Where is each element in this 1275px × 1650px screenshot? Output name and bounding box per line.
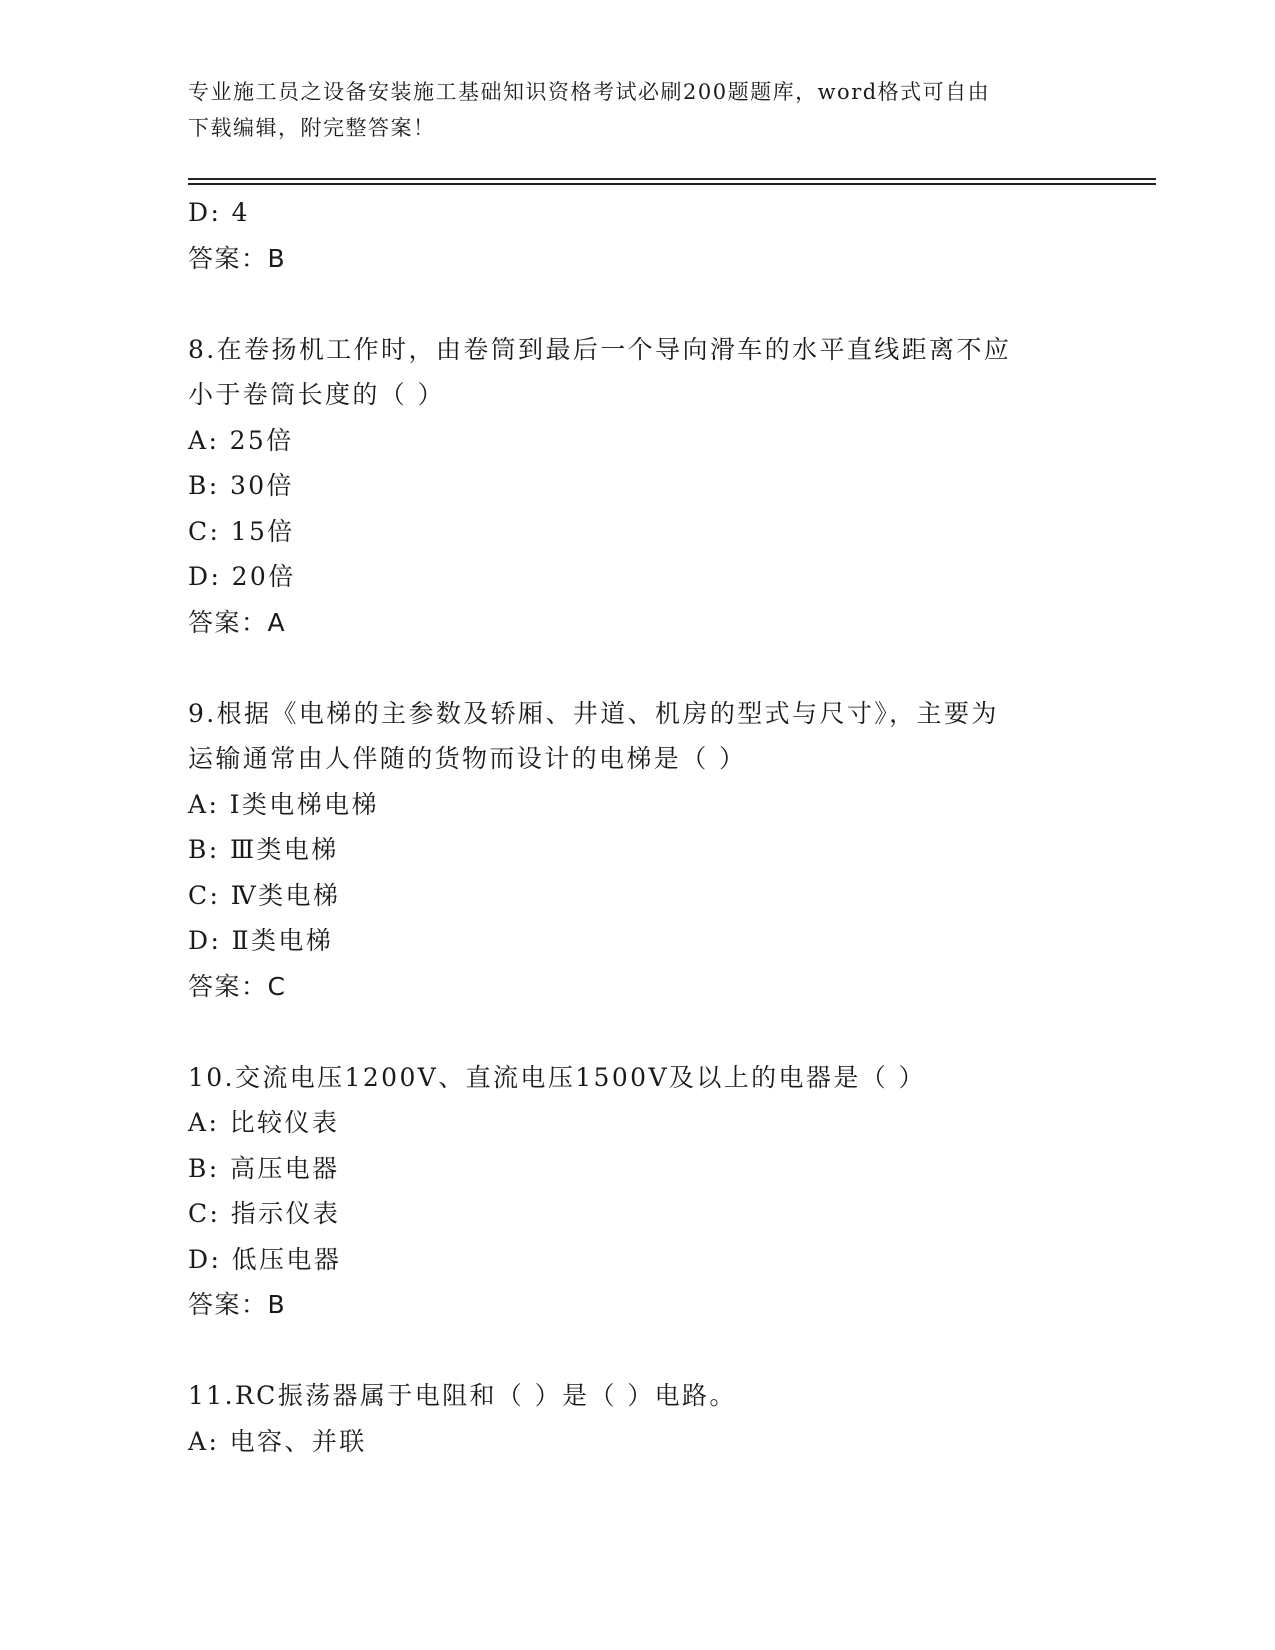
header-title-line-2: 下载编辑，附完整答案！: [188, 116, 436, 140]
question-8: [188, 327, 1068, 646]
question-stem-line: 运输通常由人伴随的货物而设计的电梯是（ ）: [188, 744, 747, 773]
question-11: [188, 1373, 1068, 1464]
option-b: B: 高压电器: [188, 1153, 340, 1183]
spacer: [188, 645, 1068, 691]
answer: 答案：A: [188, 607, 287, 637]
option-d: D: 4: [188, 198, 250, 227]
answer: 答案：C: [188, 971, 287, 1001]
question-stem-line: 11.RC振荡器属于电阻和（ ）是（ ）电路。: [188, 1381, 737, 1410]
option-b: B: 30倍: [188, 471, 294, 500]
option-c: C: 指示仪表: [188, 1199, 341, 1228]
option-d: D: 低压电器: [188, 1244, 342, 1274]
option-a: A: 电容、并联: [188, 1426, 367, 1456]
option-a: A: 比较仪表: [188, 1108, 340, 1137]
header-divider-top: [188, 178, 1156, 180]
question-stem-line: 8.在卷扬机工作时，由卷筒到最后一个导向滑车的水平直线距离不应: [188, 334, 1012, 364]
spacer: [188, 1009, 1068, 1055]
option-b: B: Ⅲ类电梯: [188, 835, 339, 864]
option-c: C: Ⅳ类电梯: [188, 880, 341, 910]
spacer: [188, 1328, 1068, 1374]
question-stem-line: 小于卷筒长度的（ ）: [188, 380, 445, 409]
question-stem-line: 9.根据《电梯的主参数及轿厢、井道、机房的型式与尺寸》，主要为: [188, 698, 999, 728]
option-d: D: Ⅱ类电梯: [188, 926, 334, 955]
header-divider-bottom: [188, 183, 1156, 185]
question-10: [188, 1055, 1068, 1328]
spacer: [188, 281, 1068, 327]
previous-question-tail: [188, 190, 1068, 281]
option-c: C: 15倍: [188, 516, 295, 546]
question-stem-line: 10.交流电压1200V、直流电压1500V及以上的电器是（ ）: [188, 1062, 926, 1092]
answer: 答案：B: [188, 1290, 287, 1319]
header-title-line-1: 专业施工员之设备安装施工基础知识资格考试必刷200题题库，word格式可自由: [188, 80, 991, 104]
answer: 答案：B: [188, 243, 287, 273]
option-d: D: 20倍: [188, 562, 296, 591]
document-header: [188, 74, 1088, 146]
question-content: [188, 190, 1068, 1464]
option-a: A: 25倍: [188, 425, 294, 455]
question-9: [188, 691, 1068, 1010]
option-a: A: Ⅰ类电梯电梯: [188, 789, 379, 819]
